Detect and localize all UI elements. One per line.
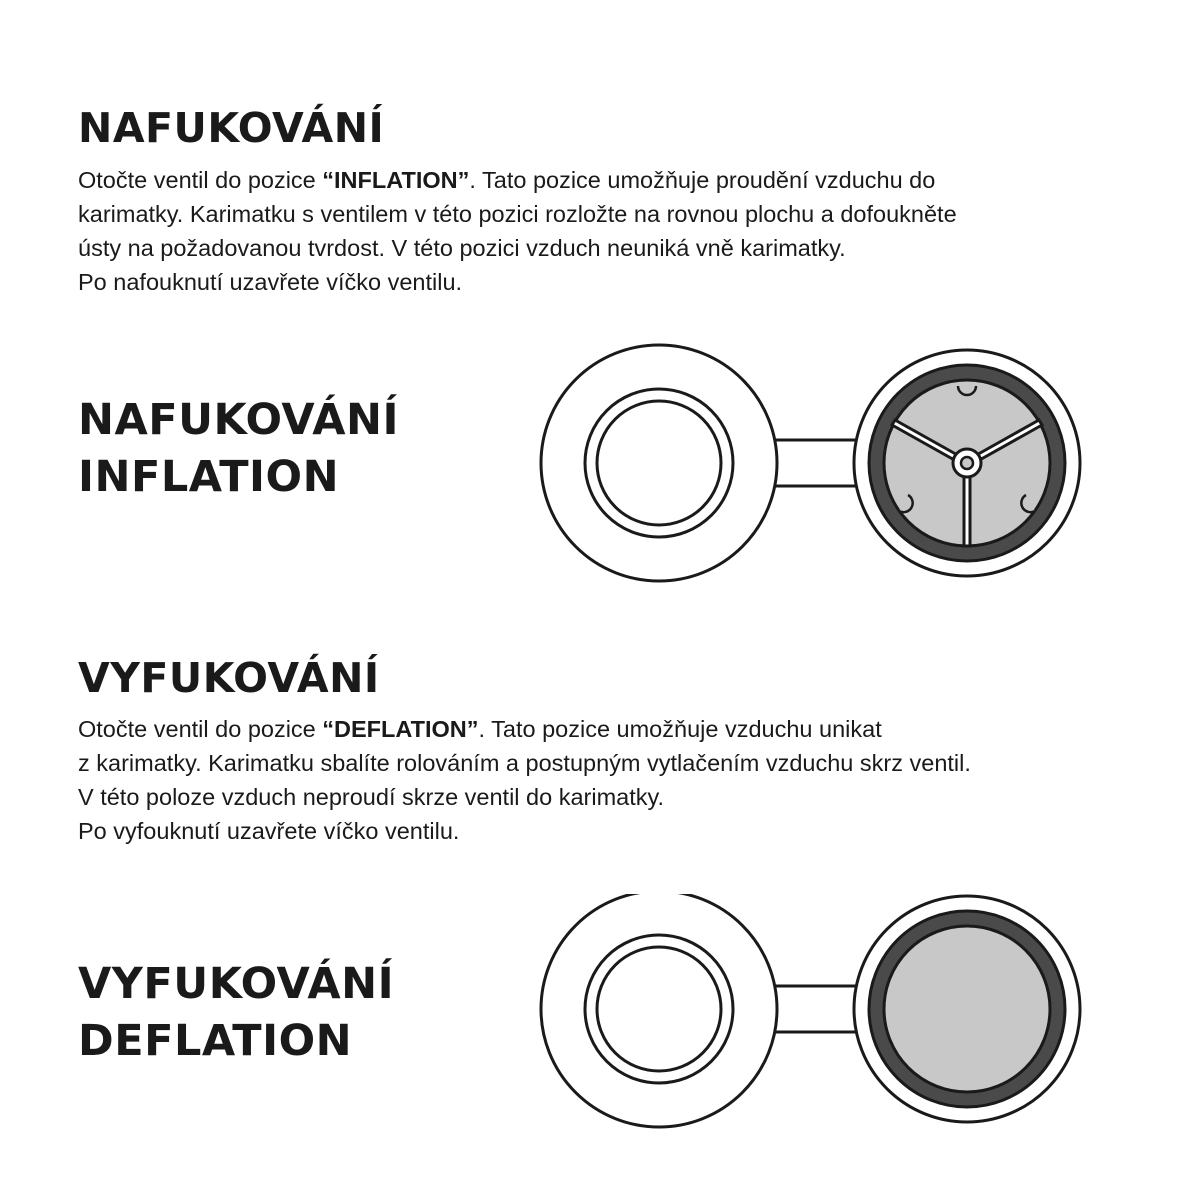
- inflation-heading: NAFUKOVÁNÍ: [78, 104, 385, 152]
- deflation-cap-icon: [541, 894, 777, 1127]
- inflation-label: [78, 392, 399, 506]
- deflation-label-line2: DEFLATION: [78, 1016, 353, 1066]
- inflation-line-4: Po nafouknutí uzavřete víčko ventilu.: [78, 269, 463, 295]
- deflation-heading: VYFUKOVÁNÍ: [78, 654, 380, 702]
- deflation-valve-diagram: [530, 894, 1100, 1154]
- inflation-line-2: karimatky. Karimatku s ventilem v této pozici rozložte na rovnou plochu a dofoukněte: [78, 201, 957, 227]
- deflation-line-4: Po vyfouknutí uzavřete víčko ventilu.: [78, 818, 460, 844]
- deflation-line-1: Otočte ventil do pozice “DEFLATION”. Tato pozice umožňuje vzduchu unikat: [78, 716, 882, 742]
- inflation-valve-diagram: [530, 333, 1100, 593]
- deflation-label: [78, 956, 394, 1070]
- deflation-valve-icon: [854, 896, 1080, 1122]
- deflation-line-3: V této poloze vzduch neproudí skrze ventil do karimatky.: [78, 784, 665, 810]
- inflation-label-line1: NAFUKOVÁNÍ: [78, 395, 399, 445]
- inflation-paragraph: [78, 163, 957, 299]
- inflation-valve-icon: [854, 350, 1080, 576]
- inflation-line-1: Otočte ventil do pozice “INFLATION”. Tato pozice umožňuje proudění vzduchu do: [78, 167, 936, 193]
- deflation-label-line1: VYFUKOVÁNÍ: [78, 959, 395, 1009]
- deflation-paragraph: [78, 712, 971, 848]
- deflation-line-2: z karimatky. Karimatku sbalíte rolováním a postupným vytlačením vzduchu skrz ventil.: [78, 750, 971, 776]
- inflation-cap-icon: [541, 345, 777, 581]
- inflation-label-line2: INFLATION: [78, 452, 340, 502]
- inflation-line-3: ústy na požadovanou tvrdost. V této pozici vzduch neuniká vně karimatky.: [78, 235, 846, 261]
